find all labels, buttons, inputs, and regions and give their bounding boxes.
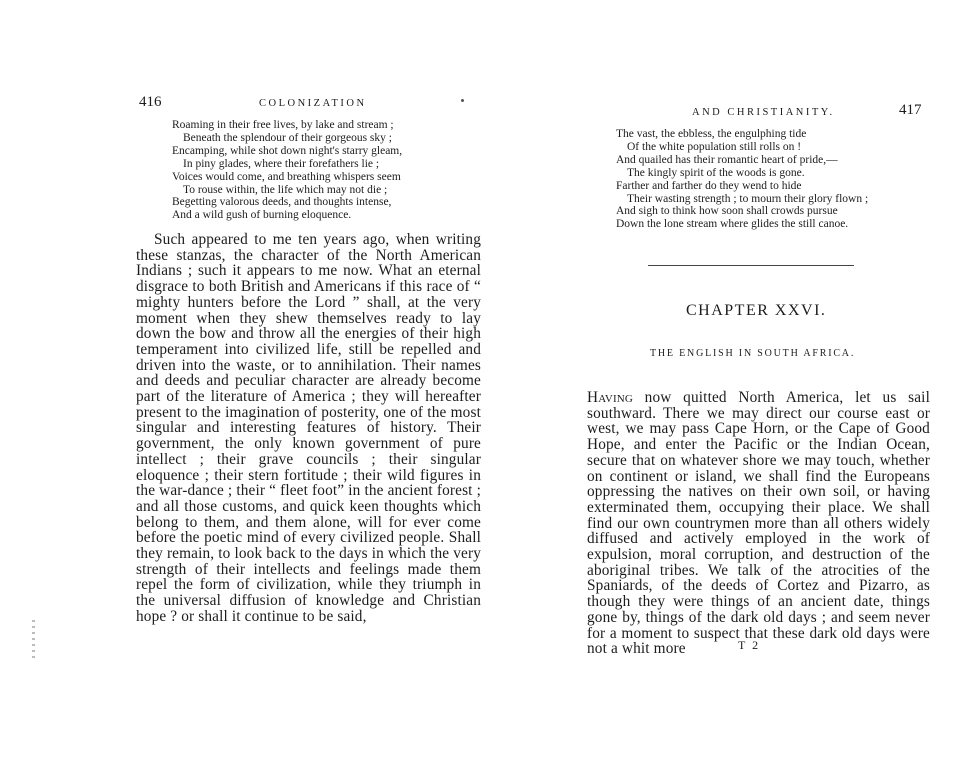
poem-line: Farther and farther do they wend to hide <box>616 179 802 192</box>
poem-line: To rouse within, the life which may not die ; <box>183 183 388 196</box>
chapter-subtitle: THE ENGLISH IN SOUTH AFRICA. <box>650 348 856 359</box>
right-paragraph <box>587 390 930 657</box>
poem-line: And sigh to think how soon shall crowds pursue <box>616 205 838 218</box>
poem-line: The vast, the ebbless, the engulphing tide <box>616 128 807 140</box>
poem-line: In piny glades, where their forefathers lie ; <box>183 157 380 170</box>
poem-line: And quailed has their romantic heart of pride,— <box>616 153 838 166</box>
poem-line: Roaming in their free lives, by lake and stream ; <box>172 119 394 131</box>
poem-line: Of the white population still rolls on ! <box>627 140 802 153</box>
poem-line: Voices would come, and breathing whispers seem <box>172 170 401 183</box>
signature-mark: T 2 <box>738 638 761 652</box>
right-page-number: 417 <box>899 102 922 118</box>
poem-line: Their wasting strength ; to mourn their glory flown ; <box>627 192 869 205</box>
poem-line: Down the lone stream where glides the still canoe. <box>616 218 849 231</box>
left-running-head: COLONIZATION <box>259 98 367 109</box>
poem-line: Encamping, while shot down night's starry gleam, <box>172 144 403 157</box>
poem-line: Beneath the splendour of their gorgeous sky ; <box>183 131 392 144</box>
poem-line: Begetting valorous deeds, and thoughts intense, <box>172 196 392 209</box>
left-page-number: 416 <box>139 94 162 110</box>
right-poem <box>616 128 868 231</box>
chapter-divider <box>648 265 854 266</box>
left-paragraph-text: Such appeared to me ten years ago, when writing these stanzas, the character of the North American Indians ; such it appears to me now. What an eternal disgrace to both British and Americans if this race of “ mighty hunters before the Lord ” shall, at the very moment when they shew themselves ready to lay down the bow and throw all the energies of their high temperament into civilized life, still be repelled and driven into the waste, or to annihilation. Their names and deeds and peculiar character are already become part of the literature of America ; they will hereafter present to the imagination of posterity, one of the most singular and interesting features of history. Their government, the only known government of pure intellect ; their grave councils ; their singular eloquence ; their stern fortitude ; their wild figures in the war-dance ; their “ fleet foot” in the ancient forest ; and all those customs, and quick keen thoughts which belong to them, and them alone, will for ever come before the poetic mind of every civilized people. Shall they remain, to look back to the days in which the very strength of their intellects and feelings made them repel the form of civilization, while they triumph in the universal diffusion of knowledge and Christian hope ? or shall it continue to be said, <box>136 231 481 625</box>
left-paragraph <box>136 232 481 625</box>
poem-line: The kingly spirit of the woods is gone. <box>627 166 805 179</box>
right-running-head: AND CHRISTIANITY. <box>692 107 835 118</box>
chapter-title: CHAPTER XXVI. <box>686 302 827 319</box>
ink-dot <box>461 99 464 102</box>
right-paragraph-text: now quitted North America, let us sail southward. There we may direct our course east or west, we may pass Cape Horn, or the Cape of Good Hope, and enter the Pacific or the Indian Ocean, secure that on whatever shore we may touch, whether on continent or island, we shall find the Europeans oppressing the natives on their own soil, or having exterminated them, occupying their place. We shall find our own countrymen more than all others widely diffused and actively employed in the work of expulsion, moral corruption, and destruction of the aboriginal tribes. We talk of the atrocities of the Spaniards, of the deeds of Cortez and Pizarro, as though they were things of an ancient date, things gone by, things of the dark old days ; and seem never for a moment to suspect that these dark old days were not a whit more <box>587 389 930 658</box>
margin-marks <box>29 616 39 696</box>
lead-word: Having <box>587 389 633 406</box>
poem-line: And a wild gush of burning eloquence. <box>172 209 352 222</box>
left-poem <box>172 119 402 222</box>
